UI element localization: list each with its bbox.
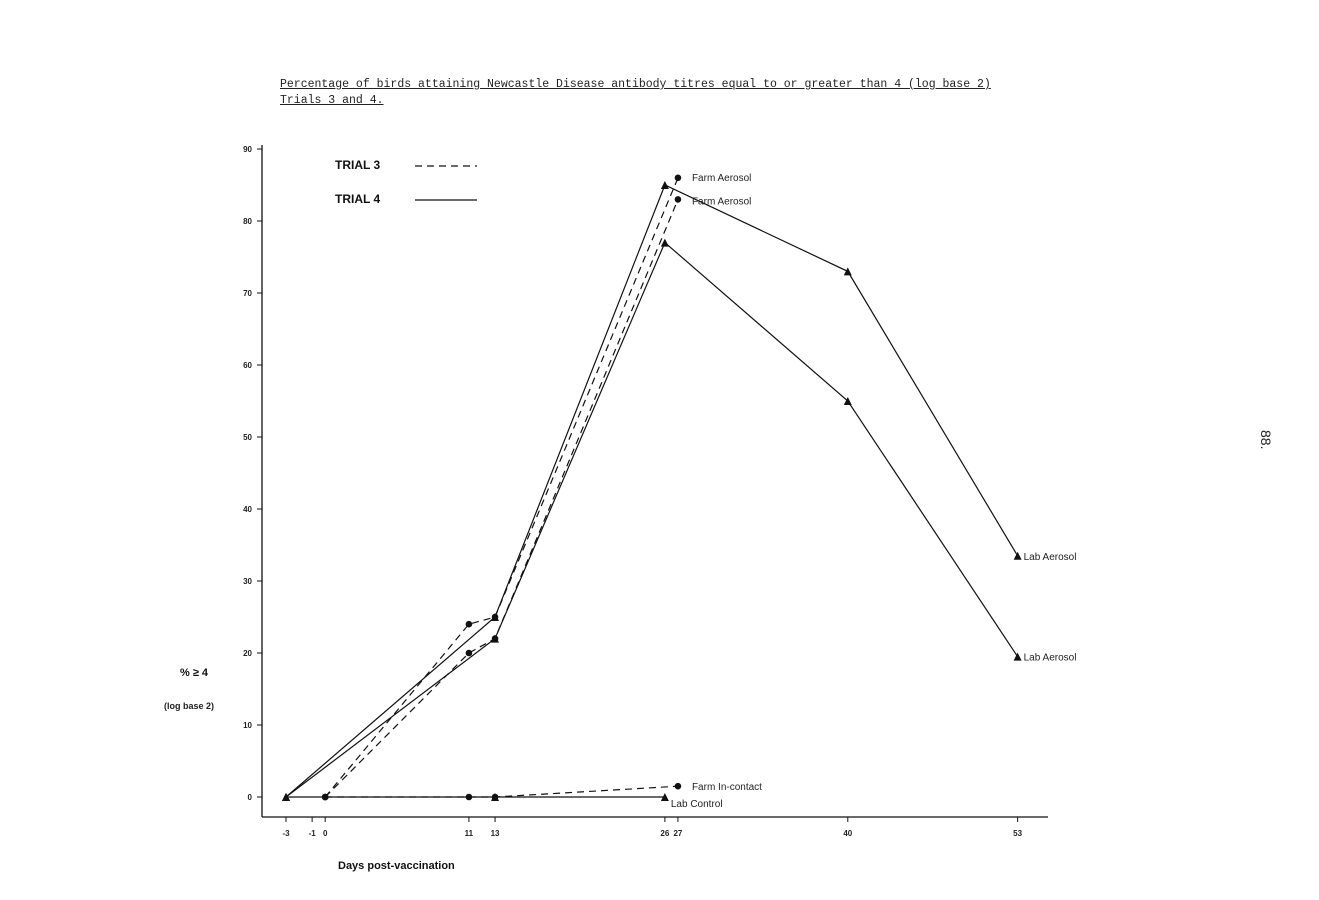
data-point-circle xyxy=(675,196,682,203)
y-tick-label: 10 xyxy=(243,721,252,730)
x-tick-label: 53 xyxy=(1013,829,1023,838)
y-tick-label: 60 xyxy=(243,361,252,370)
y-tick-label: 0 xyxy=(247,793,252,802)
y-axis-sublabel: (log base 2) xyxy=(164,701,215,711)
series-end-label: Farm Aerosol xyxy=(691,172,752,184)
series-end-label: Lab Aerosol xyxy=(1023,551,1077,563)
x-tick-label: 13 xyxy=(490,829,500,838)
data-point-triangle xyxy=(661,239,669,247)
y-axis-label: % ≥ 4 xyxy=(180,667,209,679)
series-end-label: Farm In-contact xyxy=(691,782,762,794)
data-point-triangle xyxy=(1014,653,1022,661)
legend-label-trial-3: TRIAL 3 xyxy=(335,158,381,172)
data-point-circle xyxy=(466,794,473,801)
series-line-trial-3 xyxy=(325,786,678,797)
x-tick-label: 26 xyxy=(660,829,670,838)
y-tick-label: 50 xyxy=(243,433,252,442)
x-tick-label: -3 xyxy=(282,829,290,838)
data-point-triangle xyxy=(1014,552,1022,560)
data-point-triangle xyxy=(661,181,669,189)
series-end-label: Lab Aerosol xyxy=(1023,652,1077,664)
series-line-trial-4 xyxy=(286,243,1018,797)
data-point-circle xyxy=(675,783,682,790)
y-tick-label: 40 xyxy=(243,505,252,514)
data-point-circle xyxy=(322,794,329,801)
x-axis-label: Days post-vaccination xyxy=(338,860,455,872)
x-tick-label: -1 xyxy=(308,829,316,838)
x-tick-label: 27 xyxy=(673,829,683,838)
y-tick-label: 80 xyxy=(243,217,252,226)
x-tick-label: 0 xyxy=(322,829,328,838)
legend-label-trial-4: TRIAL 4 xyxy=(335,192,381,206)
series-end-label: Lab Control xyxy=(670,799,723,810)
series-line-trial-3 xyxy=(325,199,678,797)
y-tick-label: 70 xyxy=(243,289,252,298)
y-tick-label: 30 xyxy=(243,577,252,586)
data-point-triangle xyxy=(844,267,852,275)
data-point-circle xyxy=(675,175,682,182)
data-point-circle xyxy=(466,650,473,657)
y-tick-label: 20 xyxy=(243,649,252,658)
data-point-circle xyxy=(466,621,473,628)
chart-title: Percentage of birds attaining Newcastle Disease antibody titres equal to or greater than 4 (log base 2) xyxy=(280,78,991,91)
x-tick-label: 11 xyxy=(464,829,474,838)
x-tick-label: 40 xyxy=(843,829,853,838)
series-line-trial-3 xyxy=(325,178,678,797)
chart-subtitle: Trials 3 and 4. xyxy=(280,94,384,107)
legend xyxy=(335,158,477,206)
series-end-label: Farm Aerosol xyxy=(691,196,752,208)
page-number: 88. xyxy=(1258,430,1274,450)
y-tick-label: 90 xyxy=(243,145,252,154)
